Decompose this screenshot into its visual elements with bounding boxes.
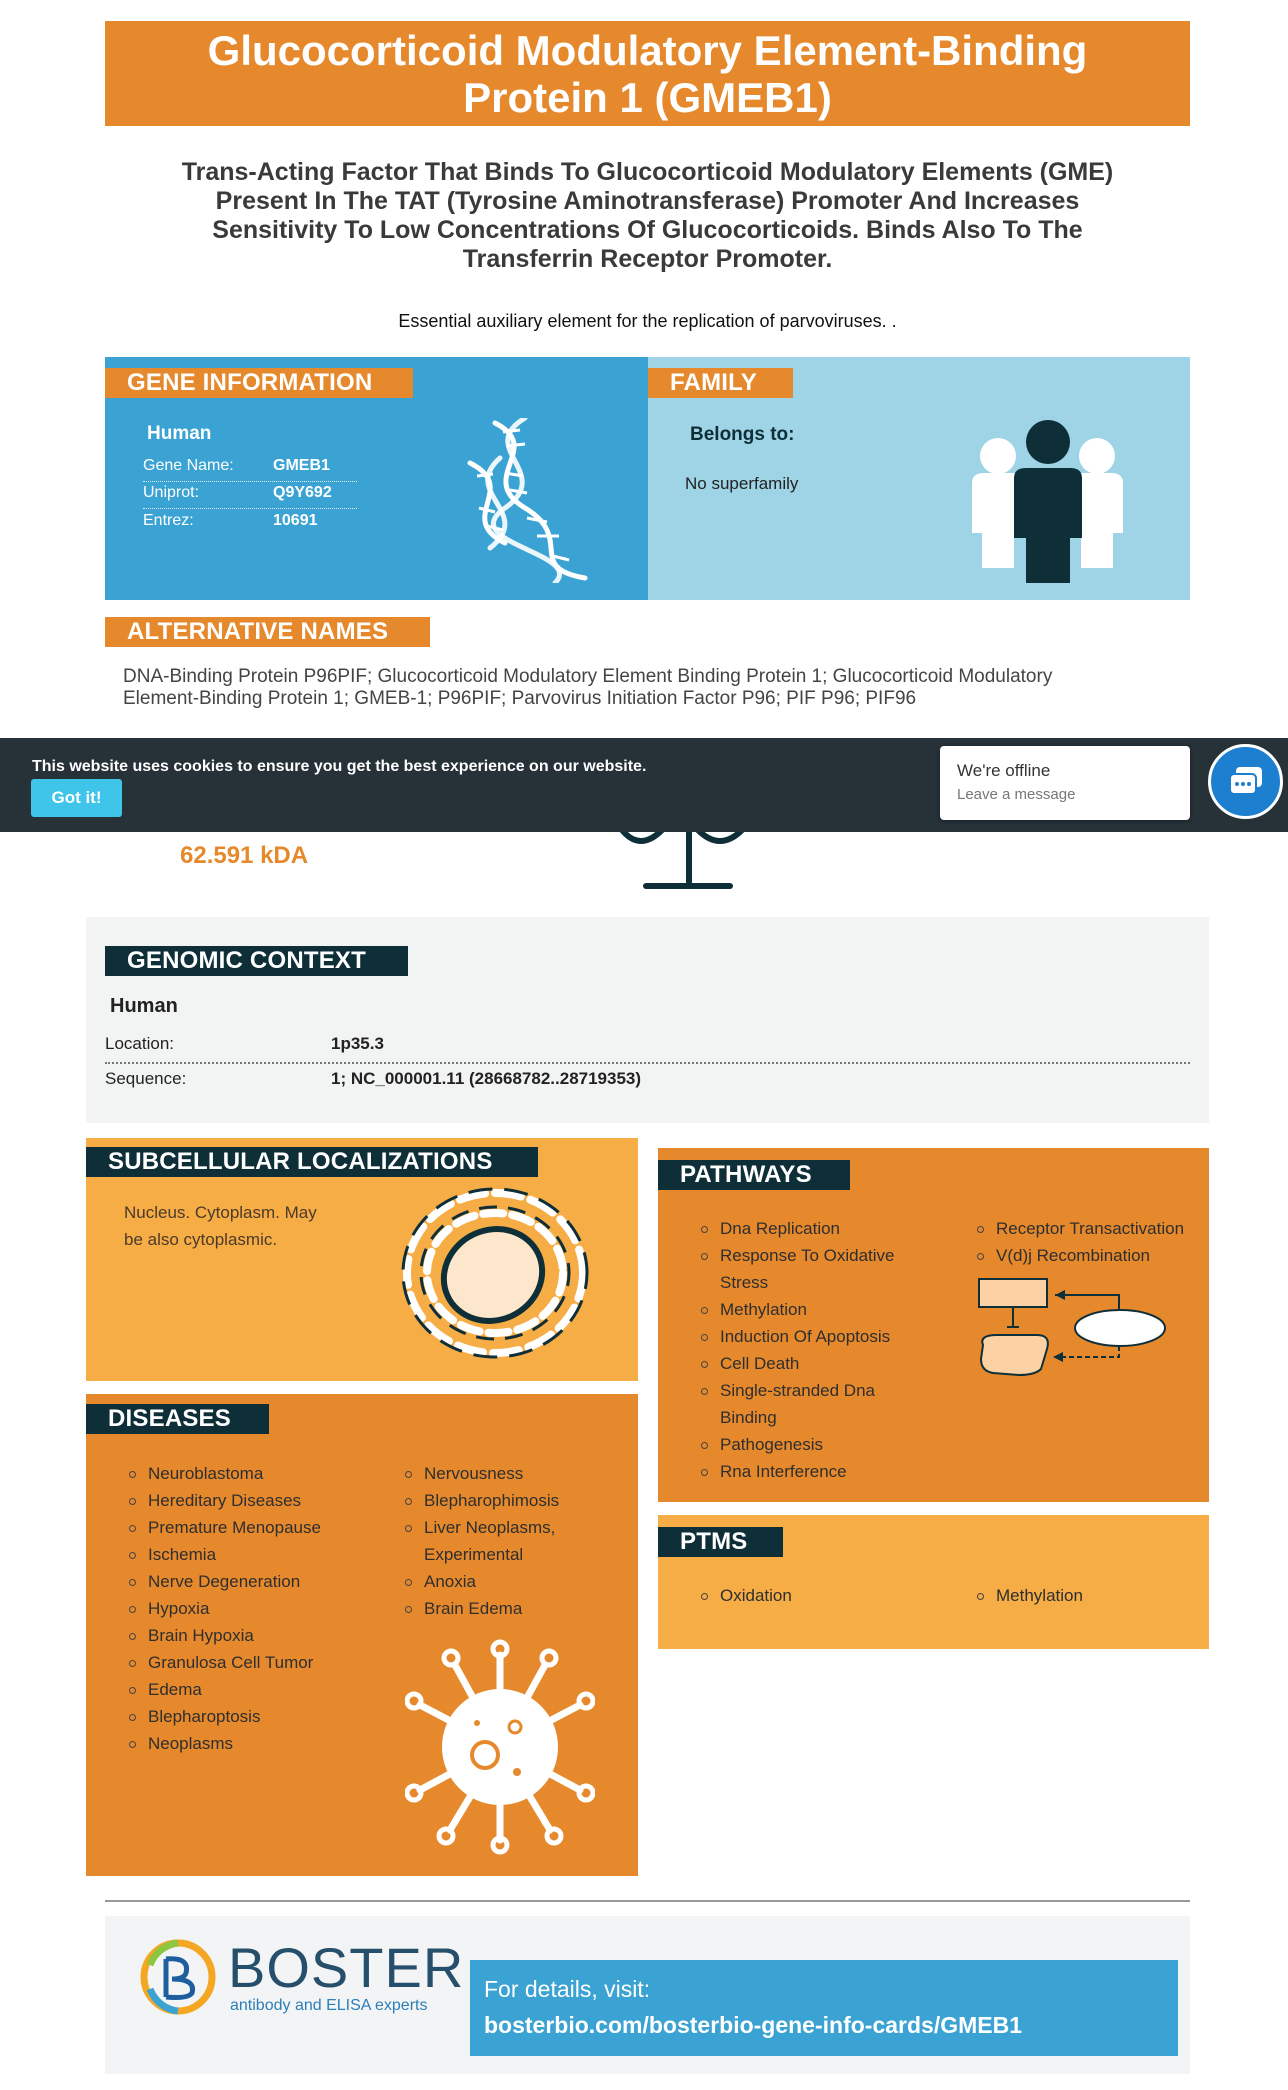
list-item: Brain Edema	[405, 1595, 625, 1622]
cookie-accept-button[interactable]: Got it!	[31, 779, 122, 817]
pathway-diagram-icon	[975, 1275, 1175, 1385]
list-item: Response To Oxidative Stress	[701, 1242, 931, 1296]
family-value: No superfamily	[685, 474, 799, 493]
list-item: Liver Neoplasms, Experimental	[405, 1514, 625, 1568]
list-item: Premature Menopause	[129, 1514, 389, 1541]
boster-logo-mark-icon	[138, 1937, 218, 2017]
list-item: Nerve Degeneration	[129, 1568, 389, 1595]
list-item: Neoplasms	[129, 1730, 389, 1757]
genomic-sequence-row	[105, 1069, 1190, 1095]
diseases-list-col2	[405, 1460, 625, 1622]
alternative-names-line: Element-Binding Protein 1; GMEB-1; P96PIF; Parvovirus Initiation Factor P96; PIF P96; PIF96	[123, 688, 917, 709]
diseases-heading: DISEASES	[86, 1404, 269, 1434]
gene-row-key: Gene Name:	[143, 457, 234, 474]
chat-offline-panel[interactable]	[940, 746, 1190, 820]
pathways-list-col1	[701, 1215, 931, 1485]
summary-line: Transferrin Receptor Promoter.	[462, 245, 833, 273]
list-item: Pathogenesis	[701, 1431, 931, 1458]
boster-logo-name: BOSTER	[228, 1936, 465, 1999]
molecular-mass-value: 62.591 kDA	[180, 842, 309, 869]
essential-note: Essential auxiliary element for the replication of parvoviruses. .	[398, 311, 897, 331]
diseases-list-col1	[129, 1460, 389, 1757]
details-label: For details, visit:	[484, 1976, 651, 2002]
family-heading: FAMILY	[648, 368, 793, 398]
subcellular-heading: SUBCELLULAR LOCALIZATIONS	[86, 1147, 538, 1177]
list-item: Methylation	[977, 1582, 1202, 1609]
chat-status: We're offline	[957, 761, 1051, 780]
gene-row-name	[143, 457, 357, 482]
page-title-line2: Protein 1 (GMEB1)	[463, 74, 832, 121]
list-item: Hypoxia	[129, 1595, 389, 1622]
list-item: Oxidation	[701, 1582, 931, 1609]
list-item: Ischemia	[129, 1541, 389, 1568]
list-item: Single-stranded Dna Binding	[701, 1377, 931, 1431]
gene-species: Human	[147, 423, 212, 444]
list-item: Anoxia	[405, 1568, 625, 1595]
genomic-sequence-label: Sequence:	[105, 1069, 187, 1088]
alternative-names-heading: ALTERNATIVE NAMES	[105, 617, 430, 647]
list-item: Neuroblastoma	[129, 1460, 389, 1487]
dna-helix-icon	[465, 418, 615, 583]
genomic-context-heading: GENOMIC CONTEXT	[105, 946, 408, 976]
gene-row-value: 10691	[273, 512, 318, 529]
list-item: Methylation	[701, 1296, 931, 1323]
gene-row-key: Uniprot:	[143, 484, 200, 501]
family-belongs-label: Belongs to:	[690, 424, 795, 445]
ptms-list-col1	[701, 1582, 931, 1609]
list-item: V(d)j Recombination	[977, 1242, 1202, 1269]
genomic-sequence-value: 1; NC_000001.11 (28668782..28719353)	[331, 1069, 642, 1088]
gene-row-entrez	[143, 512, 357, 537]
list-item: Receptor Transactivation	[977, 1215, 1202, 1242]
subcellular-text	[124, 1199, 317, 1253]
chat-leave-message[interactable]: Leave a message	[957, 786, 1076, 803]
genomic-location-label: Location:	[105, 1034, 174, 1053]
alternative-names-line: DNA-Binding Protein P96PIF; Glucocorticoid Modulatory Element Binding Protein 1; Glucocorticoid Modulatory	[123, 666, 1053, 687]
list-item: Brain Hypoxia	[129, 1622, 389, 1649]
page-title-line1: Glucocorticoid Modulatory Element-Binding	[207, 27, 1088, 74]
list-item: Cell Death	[701, 1350, 931, 1377]
details-link-box[interactable]	[470, 1960, 1178, 2056]
boster-logo-tagline: antibody and ELISA experts	[230, 1997, 428, 2014]
virus-icon	[405, 1635, 595, 1855]
alternative-names-text	[123, 666, 1173, 710]
ptms-heading: PTMS	[658, 1527, 783, 1557]
list-item: Hereditary Diseases	[129, 1487, 389, 1514]
pathways-heading: PATHWAYS	[658, 1160, 850, 1190]
subcellular-line: be also cytoplasmic.	[124, 1230, 278, 1249]
gene-row-key: Entrez:	[143, 512, 194, 529]
page-title-banner	[105, 21, 1190, 126]
boster-logo[interactable]	[138, 1936, 465, 2027]
genomic-location-row	[105, 1034, 1190, 1064]
list-item: Edema	[129, 1676, 389, 1703]
list-item: Rna Interference	[701, 1458, 931, 1485]
summary-line: Present In The TAT (Tyrosine Aminotransferase) Promoter And Increases	[215, 187, 1080, 215]
pathways-list-col2	[977, 1215, 1202, 1269]
genomic-location-value: 1p35.3	[331, 1034, 384, 1053]
list-item: Blepharoptosis	[129, 1703, 389, 1730]
gene-row-value: Q9Y692	[273, 484, 332, 501]
gene-information-heading: GENE INFORMATION	[105, 368, 413, 398]
list-item: Granulosa Cell Tumor	[129, 1649, 389, 1676]
summary-line: Trans-Acting Factor That Binds To Glucocorticoid Modulatory Elements (GME)	[181, 158, 1114, 186]
chat-launcher-button[interactable]	[1208, 744, 1283, 819]
genomic-species: Human	[110, 995, 178, 1017]
cookie-message: This website uses cookies to ensure you get the best experience on our website.	[32, 758, 647, 775]
gene-row-uniprot	[143, 484, 357, 509]
list-item: Nervousness	[405, 1460, 625, 1487]
protein-function-summary	[140, 158, 1155, 274]
list-item: Induction Of Apoptosis	[701, 1323, 931, 1350]
people-group-icon	[970, 418, 1125, 588]
summary-line: Sensitivity To Low Concentrations Of Glucocorticoids. Binds Also To The	[212, 216, 1083, 244]
list-item: Blepharophimosis	[405, 1487, 625, 1514]
gene-row-value: GMEB1	[273, 457, 330, 474]
chat-bubbles-icon	[1211, 747, 1280, 816]
details-url-link[interactable]: bosterbio.com/bosterbio-gene-info-cards/GMEB1	[484, 2012, 1022, 2038]
list-item: Dna Replication	[701, 1215, 931, 1242]
ptms-list-col2	[977, 1582, 1202, 1609]
cell-organelle-icon	[395, 1175, 605, 1370]
footer-divider	[105, 1900, 1190, 1902]
subcellular-line: Nucleus. Cytoplasm. May	[124, 1203, 317, 1222]
